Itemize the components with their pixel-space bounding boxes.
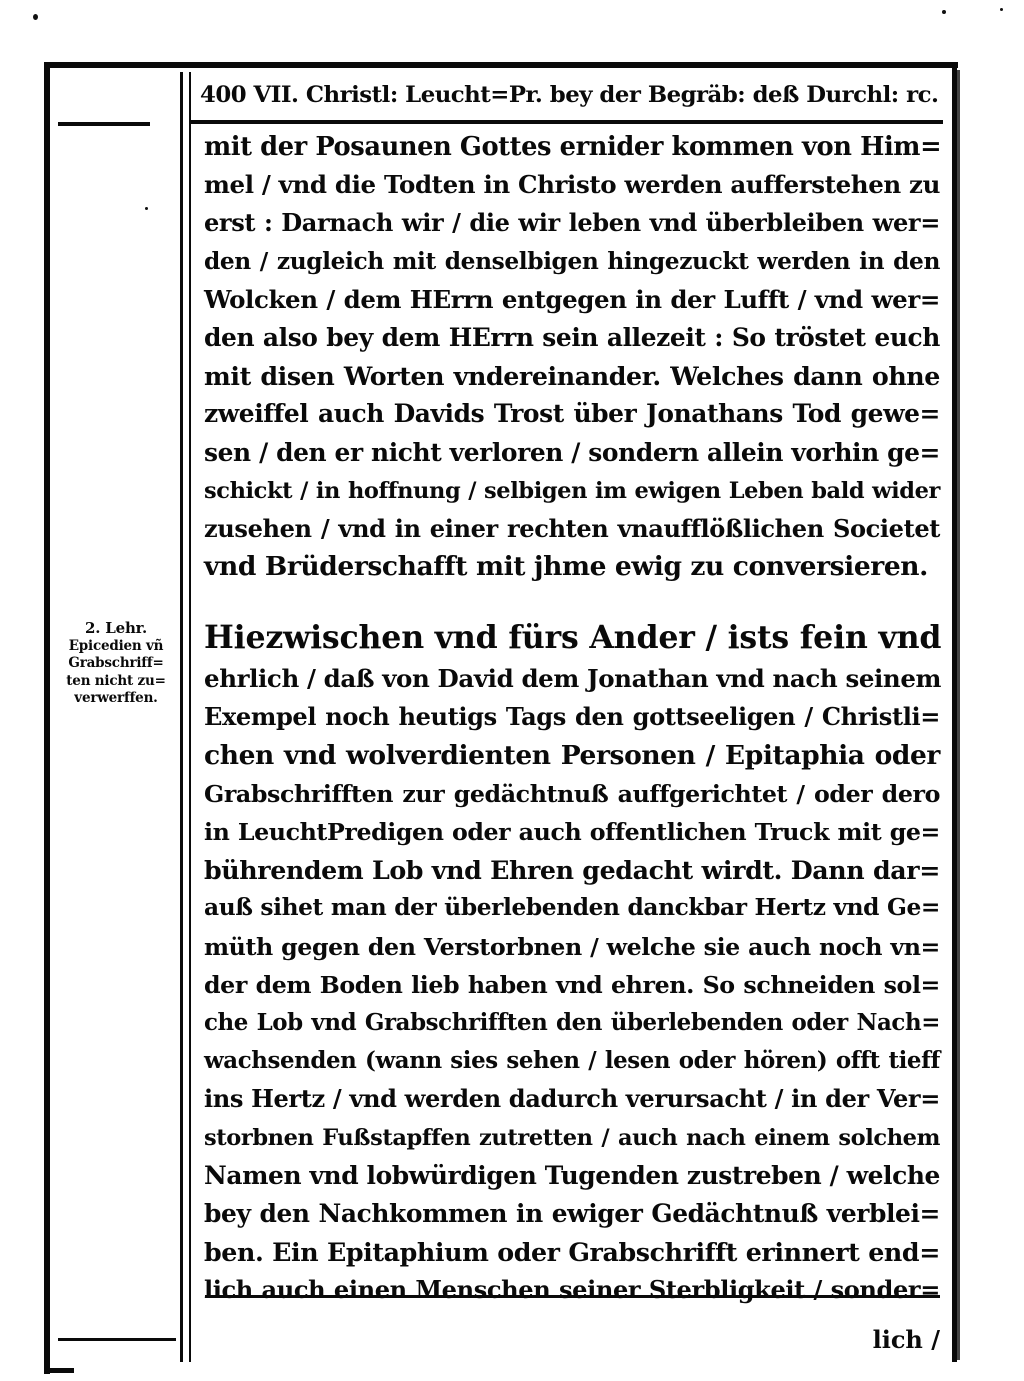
marginal-note-line: 2. Lehr. <box>84 619 148 637</box>
text-line: vnd Brüderschafft mit jhme ewig zu conversieren. <box>204 551 929 583</box>
text-line: mit der Posaunen Gottes ernider kommen von Him= <box>204 132 942 162</box>
marginal-note <box>56 620 176 708</box>
text-line: zweiffel auch Davids Trost über Jonathans Tod gewe= <box>204 399 940 429</box>
page-frame-left <box>44 62 50 1374</box>
text-line: den / zugleich mit denselbigen hingezuckt werden in den <box>204 247 940 275</box>
marginal-note-line: verwerffen. <box>74 690 158 706</box>
text-line: chen vnd wolverdienten Personen / Epitaphia oder <box>204 739 940 771</box>
marginal-note-line: Grabschriff= <box>68 655 164 671</box>
scan-speck <box>942 10 946 14</box>
paragraph-initial-line: Hiezwischen vnd fürs Ander / ists fein vnd <box>204 619 942 657</box>
margin-rule-bottom <box>58 1338 176 1341</box>
page-frame-top <box>44 62 958 68</box>
page-frame-bottom <box>44 1368 74 1373</box>
scan-speck <box>1000 8 1003 11</box>
text-line: Exempel noch heutigs Tags den gottseeligen / Christli= <box>204 702 940 732</box>
text-line: Grabschrifften zur gedächtnuß auffgerichtet / oder dero <box>204 779 940 808</box>
paragraph-2 <box>204 616 940 1309</box>
text-line: ins Hertz / vnd werden dadurch verursacht / in der Ver= <box>204 1084 940 1114</box>
scan-speck <box>145 207 148 210</box>
text-line: auß sihet man der überlebenden danckbar Hertz vnd Ge= <box>204 894 940 922</box>
text-line: mel / vnd die Todten in Christo werden aufferstehen zu <box>204 170 940 200</box>
text-line: bührendem Lob vnd Ehren gedacht wirdt. Dann dar= <box>204 855 940 886</box>
text-line: lich auch einen Menschen seiner Sterbligkeit / sonder= <box>204 1275 940 1305</box>
marginal-note-line: ten nicht zu= <box>66 672 166 689</box>
running-head: 400 VII. Christl: Leucht=Pr. bey der Begräb: deß Durchl: rc. <box>200 82 939 108</box>
column-rule <box>180 72 183 1362</box>
text-line: schickt / in hoffnung / selbigen im ewigen Leben bald wider <box>204 477 940 504</box>
text-line: wachsenden (wann sies sehen / lesen oder hören) offt tieff <box>204 1047 940 1075</box>
text-line: mit disen Worten vndereinander. Welches dann ohne <box>204 361 940 392</box>
body-text <box>204 128 940 1309</box>
text-line: müth gegen den Verstorbnen / welche sie auch noch vn= <box>204 932 940 961</box>
text-line: erst : Darnach wir / die wir leben vnd überbleiben wer= <box>204 208 940 238</box>
text-line: storbnen Fußstapffen zutretten / auch nach einem solchem <box>204 1124 940 1151</box>
scan-speck <box>33 14 38 20</box>
running-head-rule <box>191 120 943 124</box>
catchword: lich / <box>872 1325 940 1354</box>
text-line: Namen vnd lobwürdigen Tugenden zustreben / welche <box>204 1160 940 1190</box>
margin-rule-top <box>58 122 150 126</box>
text-line: Wolcken / dem HErrn entgegen in der Lufft / vnd wer= <box>204 284 940 314</box>
paragraph-1 <box>204 128 940 586</box>
text-line: der dem Boden lieb haben vnd ehren. So schneiden sol= <box>204 970 940 999</box>
column-rule-inner <box>189 72 191 1362</box>
marginal-note-line: Epicedien vñ <box>68 637 164 654</box>
text-line: bey den Nachkommen in ewiger Gedächtnuß verblei= <box>204 1198 940 1228</box>
text-line: sen / den er nicht verloren / sondern allein vorhin ge= <box>204 437 940 467</box>
page-frame-right-shadow <box>957 70 960 1360</box>
text-line: ben. Ein Epitaphium oder Grabschrifft erinnert end= <box>204 1237 940 1268</box>
text-line: che Lob vnd Grabschrifften den überlebenden oder Nach= <box>204 1008 940 1036</box>
text-line: in LeuchtPredigen oder auch offentlichen Truck mit ge= <box>204 818 940 846</box>
text-line: ehrlich / daß von David dem Jonathan vnd nach seinem <box>204 664 942 694</box>
text-line: den also bey dem HErrn sein allezeit : So tröstet euch <box>204 322 940 352</box>
text-line: zusehen / vnd in einer rechten vnaufflößlichen Societet <box>204 513 940 543</box>
